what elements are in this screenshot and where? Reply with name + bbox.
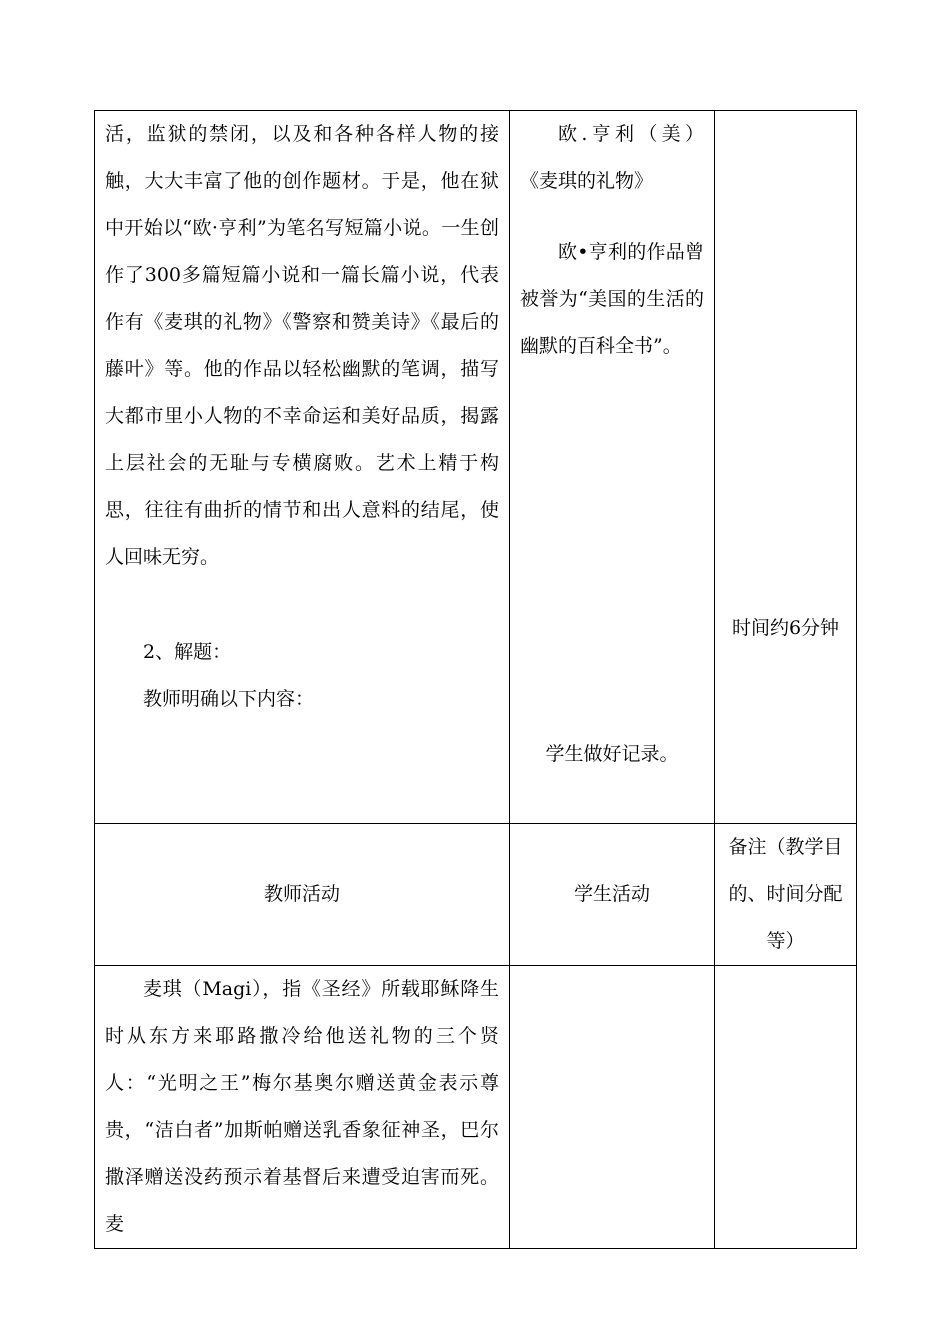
student-record-text: 学生做好记录。: [545, 743, 679, 765]
student-activity-cell-empty: [510, 966, 715, 1249]
header-teacher-activity: 教师活动: [95, 824, 510, 966]
lesson-plan-table: [94, 110, 857, 1249]
time-allocation-text: 时间约6分钟: [731, 617, 840, 639]
header-student-activity: 学生活动: [510, 824, 715, 966]
teacher-activity-cell: [95, 111, 510, 824]
teacher-clarify-text: 教师明确以下内容：: [143, 688, 315, 710]
author-biography-text: 活，监狱的禁闭，以及和各种各样人物的接触，大大丰富了他的创作题材。于是，他在狱中开始以“欧·亨利”为笔名写短篇小说。一生创作了300多篇短篇小说和一篇长篇小说，代表作有《麦琪的礼物》《警察和赞美诗》《最后的藤叶》等。他的作品以轻松幽默的笔调，描写大都市里小人物的不幸命运和美好品质，揭露上层社会的无耻与专横腐败。艺术上精于构思，往往有曲折的情节和出人意料的结尾，使人回味无穷。: [105, 123, 499, 568]
content-row-biography: [95, 111, 857, 824]
magi-explanation-text: 麦琪（Magi），指《圣经》所载耶稣降生时从东方来耶路撒冷给他送礼物的三个贤人：“光明之王”梅尔基奥尔赠送黄金表示尊贵，“洁白者”加斯帕赠送乳香象征神圣，巴尔撒泽赠送没药预示着基督后来遭受迫害而死。麦: [105, 978, 499, 1235]
work-title-text: 欧.亨利（美）《麦琪的礼物》: [520, 123, 704, 192]
header-remarks: 备注（教学目的、时间分配等）: [728, 836, 843, 952]
header-row: [95, 824, 857, 966]
remarks-cell-empty: [715, 966, 857, 1249]
author-reputation-text: 欧•亨利的作品曾被誉为“美国的生活的幽默的百科全书”。: [520, 241, 704, 357]
student-activity-cell: [510, 111, 715, 824]
content-row-magi: [95, 966, 857, 1249]
teacher-activity-cell-magi: [95, 966, 510, 1249]
step-2-title-label: 2、解题：: [143, 641, 232, 663]
remarks-cell: [715, 111, 857, 824]
header-remarks-cell: [715, 824, 857, 966]
